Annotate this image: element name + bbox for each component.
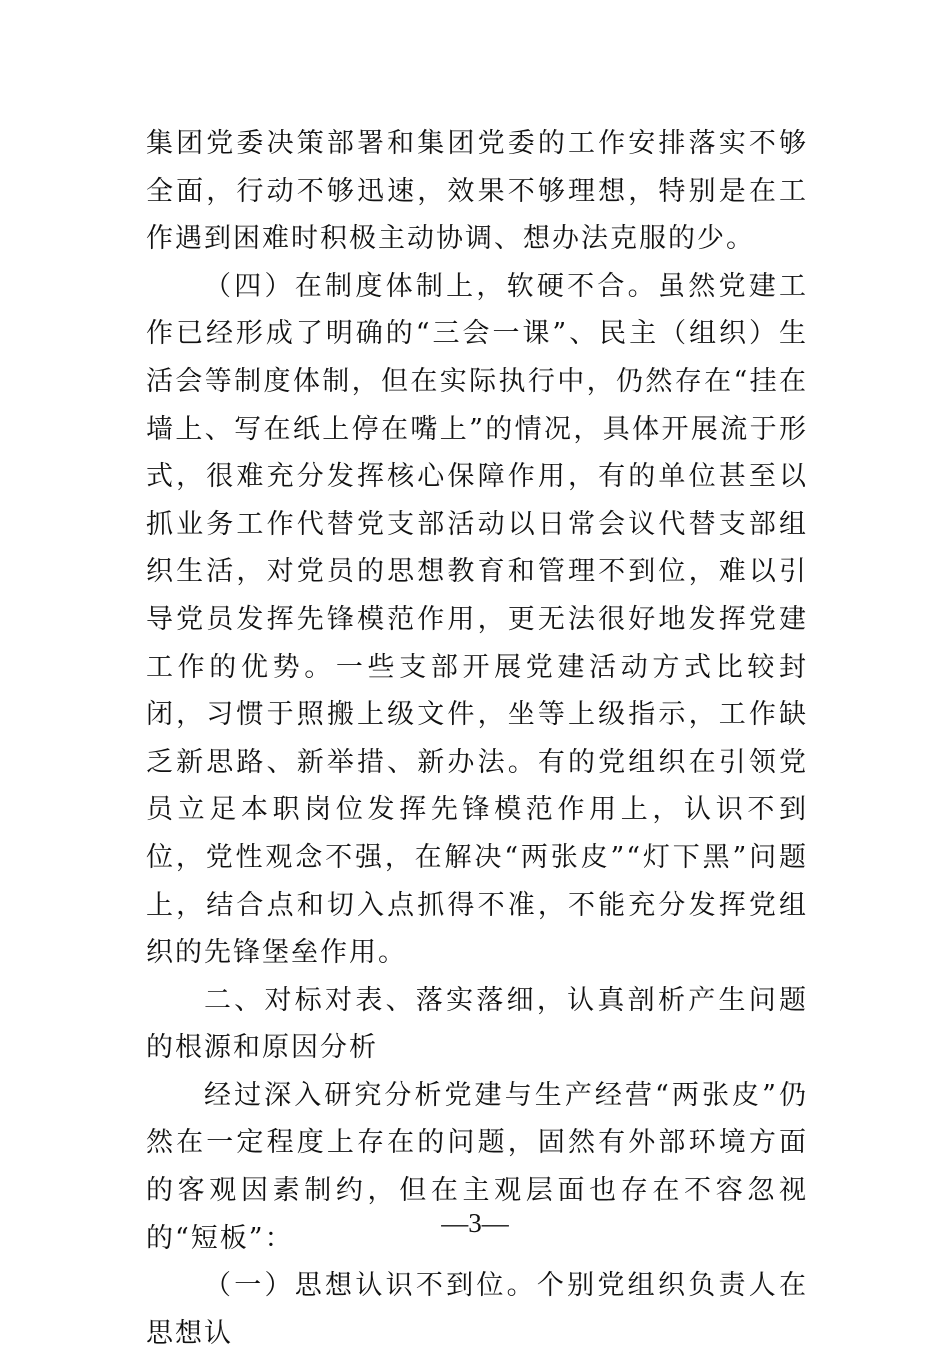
page-number: —3—	[441, 1208, 509, 1238]
paragraph-continuation: 集团党委决策部署和集团党委的工作安排落实不够全面，行动不够迅速，效果不够理想，特别是在工作遇到困难时积极主动协调、想办法克服的少。	[146, 128, 808, 255]
paragraph-section-four: （四）在制度体制上，软硬不合。虽然党建工作已经形成了明确的“三会一课”、民主（组织）生活会等制度体制，但在实际执行中，仍然存在“挂在墙上、写在纸上停在嘴上”的情况，具体开展流于形式，很难充分发挥核心保障作用，有的单位甚至以抓业务工作代替党支部活动以日常会议代替支部组织生活，对党员的思想教育和管理不到位，难以引导党员发挥先锋模范作用，更无法很好地发挥党建工作的优势。一些支部开展党建活动方式比较封闭，习惯于照搬上级文件，坐等上级指示，工作缺乏新思路、新举措、新办法。有的党组织在引领党员立足本职岗位发挥先锋模范作用上，认识不到位，党性观念不强，在解决“两张皮”“灯下黑”问题上，结合点和切入点抓得不准，不能充分发挥党组织的先锋堡垒作用。	[146, 270, 808, 969]
paragraph-item-one: （一）思想认识不到位。个别党组织负责人在思想认	[146, 1270, 808, 1349]
section-heading-two: 二、对标对表、落实落细，认真剖析产生问题的根源和原因分析	[146, 984, 808, 1064]
paragraph-analysis-intro: 经过深入研究分析党建与生产经营“两张皮”仍然在一定程度上存在的问题，固然有外部环境方面的客观因素制约，但在主观层面也存在不容忽视的“短板”：	[146, 1079, 808, 1254]
document-body	[146, 120, 808, 1357]
